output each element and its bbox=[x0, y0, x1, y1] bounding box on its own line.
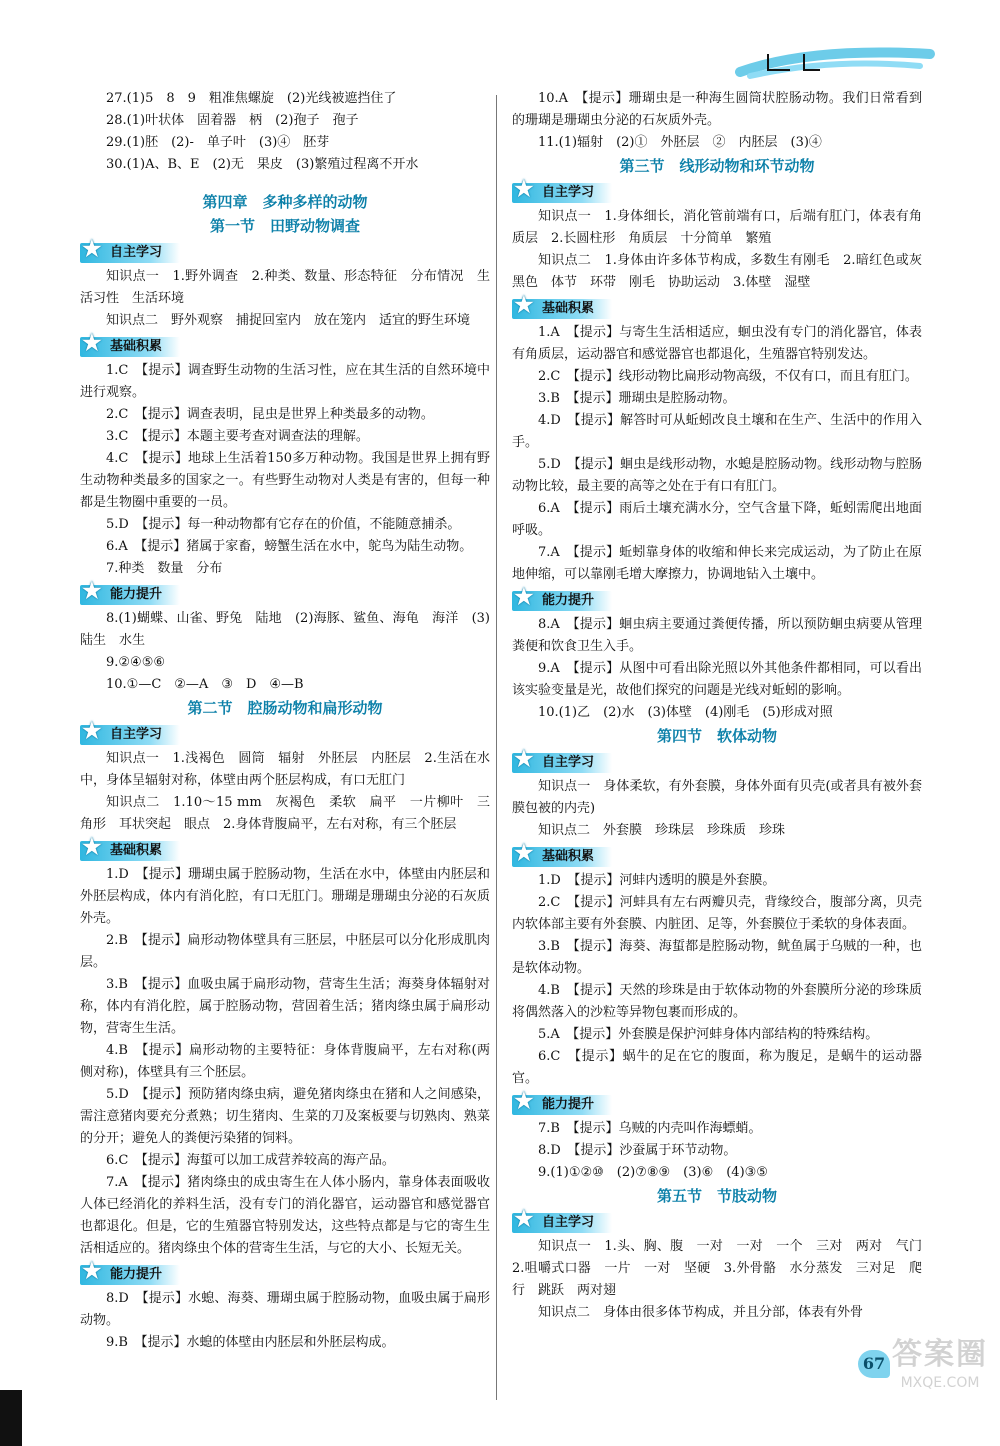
answer-item: 7.A 【提示】猪肉绦虫的成虫寄生在人体小肠内，靠身体表面吸收人体已经消化的养料生活，没有专门的消化器官，运动器官和感觉器官也都退化。但是，它的生殖器官特别发达，这些特点都是与它的寄生生活相适应的。猪肉绦虫个体的营寄生生活，与它的大小、长短无关。 bbox=[80, 1175, 490, 1256]
banner-label: 自主学习 bbox=[542, 1215, 595, 1230]
banner-label: 基础积累 bbox=[542, 849, 595, 864]
answer-item: 10.(1)乙 (2)水 (3)体壁 (4)刚毛 (5)形成对照 bbox=[538, 705, 833, 720]
answer-item: 6.A 【提示】猪属于家畜，螃蟹生活在水中，鸵鸟为陆生动物。 bbox=[106, 539, 473, 554]
star-icon: ★ bbox=[514, 840, 534, 866]
section-banner bbox=[80, 718, 180, 745]
section-banner bbox=[80, 578, 180, 605]
section-title: 第五节 节肢动物 bbox=[656, 1187, 777, 1205]
answer-item: 知识点二 外套膜 珍珠层 珍珠质 珍珠 bbox=[538, 823, 786, 838]
star-icon: ★ bbox=[82, 718, 102, 744]
section-title: 第三节 线形动物和环节动物 bbox=[619, 157, 815, 175]
banner-label: 自主学习 bbox=[110, 727, 163, 742]
answer-item: 1.A 【提示】与寄生生活相适应，蛔虫没有专门的消化器官，体表有角质层，运动器官和感觉器官也都退化，生殖器官特别发达。 bbox=[512, 325, 922, 362]
answer-item: 1.D 【提示】珊瑚虫属于腔肠动物，生活在水中，体壁由内胚层和外胚层构成，体内有消化腔，有口无肛门。珊瑚是珊瑚虫分泌的石灰质外壳。 bbox=[80, 867, 490, 926]
banner-row bbox=[512, 586, 922, 614]
column-divider bbox=[496, 95, 497, 1400]
chapter-title: 第四章 多种多样的动物 bbox=[202, 193, 368, 211]
answer-item: 9.B 【提示】水螅的体壁由内胚层和外胚层构成。 bbox=[106, 1335, 395, 1350]
answer-item: 知识点一 1.野外调查 2.种类、数量、形态特征 分布情况 生活习性 生活环境 bbox=[80, 269, 490, 306]
answer-item: 2.C 【提示】调查表明，昆虫是世界上种类最多的动物。 bbox=[106, 407, 434, 422]
answer-item: 知识点一 身体柔软，有外套膜，身体外面有贝壳(或者具有被外套膜包被的内壳) bbox=[512, 779, 922, 816]
answer-item: 28.(1)叶状体 固着器 柄 (2)孢子 孢子 bbox=[106, 113, 359, 128]
answer-item: 3.C 【提示】本题主要考查对调查法的理解。 bbox=[106, 429, 369, 444]
section-title: 第四节 软体动物 bbox=[656, 727, 777, 745]
header-decoration bbox=[720, 42, 940, 82]
section-banner bbox=[512, 1206, 612, 1233]
answer-item: 3.B 【提示】珊瑚虫是腔肠动物。 bbox=[538, 391, 736, 406]
banner-label: 自主学习 bbox=[542, 185, 595, 200]
answer-item: 2.C 【提示】河蚌具有左右两瓣贝壳，背缘绞合，腹部分离，贝壳内软体部主要有外套膜、内脏团、足等，外套膜位于柔软的身体表面。 bbox=[512, 895, 922, 932]
banner-row bbox=[512, 842, 922, 870]
answer-item: 知识点一 1.头、胸、腹 一对 一对 一个 三对 两对 气门 2.咀嚼式口器 一片 一对 坚硬 3.外骨骼 水分蒸发 三对足 爬行 跳跃 两对翅 bbox=[512, 1239, 936, 1298]
star-icon: ★ bbox=[82, 578, 102, 604]
section-banner bbox=[512, 176, 612, 203]
answer-item: 知识点二 野外观察 捕捉回室内 放在笼内 适宜的野生环境 bbox=[106, 313, 471, 328]
answer-item: 4.C 【提示】地球上生活着150多万种动物。我国是世界上拥有野生动物种类最多的国家之一。有些野生动物对人类是有害的，但每一种都是生物圈中重要的一员。 bbox=[80, 451, 490, 510]
answer-item: 2.B 【提示】扁形动物体壁具有三胚层，中胚层可以分化形成肌肉层。 bbox=[80, 933, 490, 970]
banner-label: 自主学习 bbox=[110, 245, 163, 260]
answer-item: 知识点一 1.浅褐色 圆筒 辐射 外胚层 内胚层 2.生活在水中，身体呈辐射对称，体壁由两个胚层构成，有口无肛门 bbox=[80, 751, 490, 788]
answer-item: 9.(1)①②⑩ (2)⑦⑧⑨ (3)⑥ (4)③⑤ bbox=[538, 1165, 768, 1180]
answer-item: 6.A 【提示】雨后土壤充满水分，空气含量下降，蚯蚓需爬出地面呼吸。 bbox=[512, 501, 922, 538]
answer-item: 知识点二 1.10～15 mm 灰褐色 柔软 扁平 一片柳叶 三角形 耳状突起 眼点 2.身体背腹扁平，左右对称，有三个胚层 bbox=[80, 795, 490, 832]
answer-item: 3.B 【提示】海葵、海蜇都是腔肠动物，鱿鱼属于乌贼的一种，也是软体动物。 bbox=[512, 939, 922, 976]
banner-row bbox=[512, 748, 922, 776]
page-edge-mark bbox=[0, 1390, 22, 1446]
banner-row bbox=[512, 1090, 922, 1118]
banner-row bbox=[512, 178, 922, 206]
answer-item: 2.C 【提示】线形动物比扁形动物高级，不仅有口，而且有肛门。 bbox=[538, 369, 918, 384]
answer-item: 8.D 【提示】水螅、海葵、珊瑚虫属于腔肠动物，血吸虫属于扁形动物。 bbox=[80, 1291, 490, 1328]
watermark-logo: 答案圈 MXQE.COM bbox=[892, 1337, 988, 1391]
answer-item: 5.D 【提示】蛔虫是线形动物，水螅是腔肠动物。线形动物与腔肠动物比较，最主要的高等之处在于有口有肛门。 bbox=[512, 457, 922, 494]
answer-item: 30.(1)A、B、E (2)无 果皮 (3)繁殖过程离不开水 bbox=[106, 157, 419, 172]
section-title: 第二节 腔肠动物和扁形动物 bbox=[187, 699, 383, 717]
banner-label: 能力提升 bbox=[110, 587, 163, 602]
answer-item: 知识点二 1.身体由许多体节构成，多数生有刚毛 2.暗红色或灰黑色 体节 环带 刚毛 协助运动 3.体壁 湿壁 bbox=[512, 253, 922, 290]
star-icon: ★ bbox=[82, 834, 102, 860]
answer-item: 4.D 【提示】解答时可从蚯蚓改良土壤和在生产、生活中的作用入手。 bbox=[512, 413, 922, 450]
star-icon: ★ bbox=[514, 746, 534, 772]
banner-row bbox=[80, 836, 490, 864]
star-icon: ★ bbox=[514, 584, 534, 610]
answer-item: 6.C 【提示】蜗牛的足在它的腹面，称为腹足，是蜗牛的运动器官。 bbox=[512, 1049, 922, 1086]
section-banner bbox=[80, 330, 180, 357]
answer-item: 7.种类 数量 分布 bbox=[106, 561, 223, 576]
answer-item: 知识点二 身体由很多体节构成，并且分部，体表有外骨 bbox=[538, 1305, 864, 1320]
answer-item: 9.②④⑤⑥ bbox=[106, 655, 166, 670]
section-banner bbox=[512, 746, 612, 773]
banner-row bbox=[512, 294, 922, 322]
section-banner bbox=[80, 1258, 180, 1285]
section-banner bbox=[512, 584, 612, 611]
page-number: 67 bbox=[858, 1350, 890, 1378]
star-icon: ★ bbox=[514, 176, 534, 202]
star-icon: ★ bbox=[514, 1088, 534, 1114]
left-column bbox=[80, 88, 490, 1354]
answer-item: 6.C 【提示】海蜇可以加工成营养较高的海产品。 bbox=[106, 1153, 395, 1168]
answer-item: 5.D 【提示】预防猪肉绦虫病，避免猪肉绦虫在猪和人之间感染，需注意猪肉要充分煮熟；切生猪肉、生菜的刀及案板要与切熟肉、熟菜的分开；避免人的粪便污染猪的饲料。 bbox=[80, 1087, 490, 1146]
banner-label: 基础积累 bbox=[110, 339, 163, 354]
answer-item: 10.A 【提示】珊瑚虫是一种海生圆筒状腔肠动物。我们日常看到的珊瑚是珊瑚虫分泌的石灰质外壳。 bbox=[512, 91, 922, 128]
banner-row bbox=[80, 238, 490, 266]
answer-item: 3.B 【提示】血吸虫属于扁形动物，营寄生生活；海葵身体辐射对称，体内有消化腔，属于腔肠动物，营固着生活；猪肉绦虫属于扁形动物，营寄生生活。 bbox=[80, 977, 490, 1036]
section-banner bbox=[512, 292, 612, 319]
answer-item: 5.A 【提示】外套膜是保护河蚌身体内部结构的特殊结构。 bbox=[538, 1027, 879, 1042]
banner-row bbox=[80, 1260, 490, 1288]
star-icon: ★ bbox=[514, 292, 534, 318]
banner-label: 能力提升 bbox=[110, 1267, 163, 1282]
answer-item: 知识点一 1.身体细长，消化管前端有口，后端有肛门，体表有角质层 2.长圆柱形 角质层 十分简单 繁殖 bbox=[512, 209, 922, 246]
banner-label: 能力提升 bbox=[542, 593, 595, 608]
star-icon: ★ bbox=[82, 1258, 102, 1284]
right-column bbox=[512, 88, 936, 1324]
star-icon: ★ bbox=[82, 236, 102, 262]
answer-item: 5.D 【提示】每一种动物都有它存在的价值，不能随意捕杀。 bbox=[106, 517, 461, 532]
section-banner bbox=[512, 1088, 612, 1115]
answer-item: 10.①—C ②—A ③ D ④—B bbox=[106, 677, 304, 692]
banner-row bbox=[80, 720, 490, 748]
star-icon: ★ bbox=[514, 1206, 534, 1232]
answer-item: 8.(1)蝴蝶、山雀、野兔 陆地 (2)海豚、鲨鱼、海龟 海洋 (3)陆生 水生 bbox=[80, 611, 490, 648]
star-icon: ★ bbox=[82, 330, 102, 356]
answer-item: 1.D 【提示】河蚌内透明的膜是外套膜。 bbox=[538, 873, 776, 888]
answer-item: 4.B 【提示】扁形动物的主要特征：身体背腹扁平，左右对称(两侧对称)，体壁具有三个胚层。 bbox=[80, 1043, 490, 1080]
answer-item: 8.A 【提示】蛔虫病主要通过粪便传播，所以预防蛔虫病要从管理粪便和饮食卫生入手。 bbox=[512, 617, 922, 654]
banner-label: 自主学习 bbox=[542, 755, 595, 770]
banner-label: 能力提升 bbox=[542, 1097, 595, 1112]
section-banner bbox=[80, 834, 180, 861]
banner-row bbox=[512, 1208, 922, 1236]
answer-item: 7.A 【提示】蚯蚓靠身体的收缩和伸长来完成运动，为了防止在原地伸缩，可以靠刚毛增大摩擦力，协调地钻入土壤中。 bbox=[512, 545, 922, 582]
banner-row bbox=[80, 580, 490, 608]
answer-item: 29.(1)胚 (2)- 单子叶 (3)④ 胚芽 bbox=[106, 135, 330, 150]
answer-item: 1.C 【提示】调查野生动物的生活习性，应在其生活的自然环境中进行观察。 bbox=[80, 363, 490, 400]
answer-item: 27.(1)5 8 9 粗准焦螺旋 (2)光线被遮挡住了 bbox=[106, 91, 397, 106]
banner-row bbox=[80, 332, 490, 360]
answer-item: 11.(1)辐射 (2)① 外胚层 ② 内胚层 (3)④ bbox=[538, 135, 822, 150]
answer-item: 9.A 【提示】从图中可看出除光照以外其他条件都相同，可以看出该实验变量是光，故他们探究的问题是光线对蚯蚓的影响。 bbox=[512, 661, 922, 698]
answer-item: 7.B 【提示】乌贼的内壳叫作海螵蛸。 bbox=[538, 1121, 762, 1136]
section-banner bbox=[512, 840, 612, 867]
section-banner bbox=[80, 236, 180, 263]
answer-item: 8.D 【提示】沙蚕属于环节动物。 bbox=[538, 1143, 737, 1158]
banner-label: 基础积累 bbox=[542, 301, 595, 316]
banner-label: 基础积累 bbox=[110, 843, 163, 858]
section-title: 第一节 田野动物调查 bbox=[209, 217, 360, 235]
answer-item: 4.B 【提示】天然的珍珠是由于软体动物的外套膜所分泌的珍珠质将偶然落入的沙粒等异物包裹而形成的。 bbox=[512, 983, 922, 1020]
